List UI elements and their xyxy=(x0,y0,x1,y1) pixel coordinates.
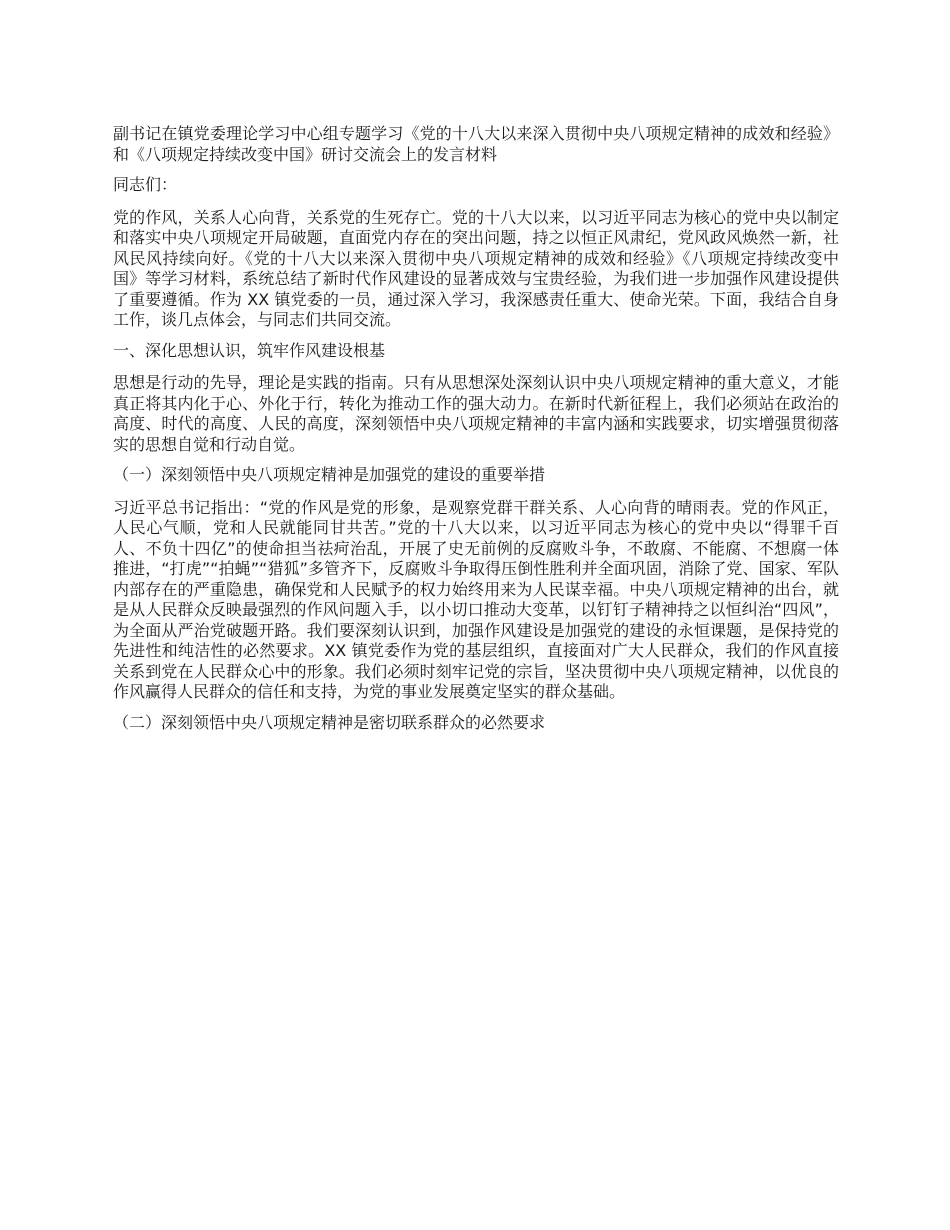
paragraph-section-1: 思想是行动的先导，理论是实践的指南。只有从思想深处深刻认识中央八项规定精神的重大意义，才能真正将其内化于心、外化于行，转化为推动工作的强大动力。在新时代新征程上，我们必须站在政治的高度、时代的高度、人民的高度，深刻领悟中央八项规定精神的丰富内涵和实践要求，切实增强贯彻落实的思想自觉和行动自觉。 xyxy=(113,373,839,454)
document-page xyxy=(113,124,839,745)
subsection-heading-1: （一）深刻领悟中央八项规定精神是加强党的建设的重要举措 xyxy=(113,465,546,484)
paragraph-subsection-1: 习近平总书记指出：“党的作风是党的形象，是观察党群干群关系、人心向背的晴雨表。党的作风正，人民心气顺，党和人民就能同甘共苦。”党的十八大以来，以习近平同志为核心的党中央以“得罪千百人、不负十四亿”的使命担当祛疴治乱，开展了史无前例的反腐败斗争，不敢腐、不能腐、不想腐一体推进，“打虎”“拍蝇”“猎狐”多管齐下，反腐败斗争取得压倒性胜利并全面巩固，消除了党、国家、军队内部存在的严重隐患，确保党和人民赋予的权力始终用来为人民谋幸福。中央八项规定精神的出台，就是从人民群众反映最强烈的作风问题入手，以小切口推动大变革，以钉钉子精神持之以恒纠治“四风”，为全面从严治党破题开路。我们要深刻认识到，加强作风建设是加强党的建设的永恒课题，是保持党的先进性和纯洁性的必然要求。XX 镇党委作为党的基层组织，直接面对广大人民群众，我们的作风直接关系到党在人民群众心中的形象。我们必须时刻牢记党的宗旨，坚决贯彻中央八项规定精神，以优良的作风赢得人民群众的信任和支持，为党的事业发展奠定坚实的群众基础。 xyxy=(113,497,839,701)
salutation: 同志们： xyxy=(113,175,178,194)
paragraph-intro: 党的作风，关系人心向背，关系党的生死存亡。党的十八大以来，以习近平同志为核心的党中央以制定和落实中央八项规定开局破题，直面党内存在的突出问题，持之以恒正风肃纪，党风政风焕然一新，社风民风持续向好。《党的十八大以来深入贯彻中央八项规定精神的成效和经验》《八项规定持续改变中国》等学习材料，系统总结了新时代作风建设的显著成效与宝贵经验，为我们进一步加强作风建设提供了重要遵循。作为 XX 镇党委的一员，通过深入学习，我深感责任重大、使命光荣。下面，我结合自身工作，谈几点体会，与同志们共同交流。 xyxy=(113,207,839,329)
section-heading-1: 一、深化思想认识，筑牢作风建设根基 xyxy=(113,340,386,360)
document-title: 副书记在镇党委理论学习中心组专题学习《党的十八大以来深入贯彻中央八项规定精神的成效和经验》和《八项规定持续改变中国》研讨交流会上的发言材料 xyxy=(113,124,839,164)
subsection-heading-2: （二）深刻领悟中央八项规定精神是密切联系群众的必然要求 xyxy=(113,712,546,732)
